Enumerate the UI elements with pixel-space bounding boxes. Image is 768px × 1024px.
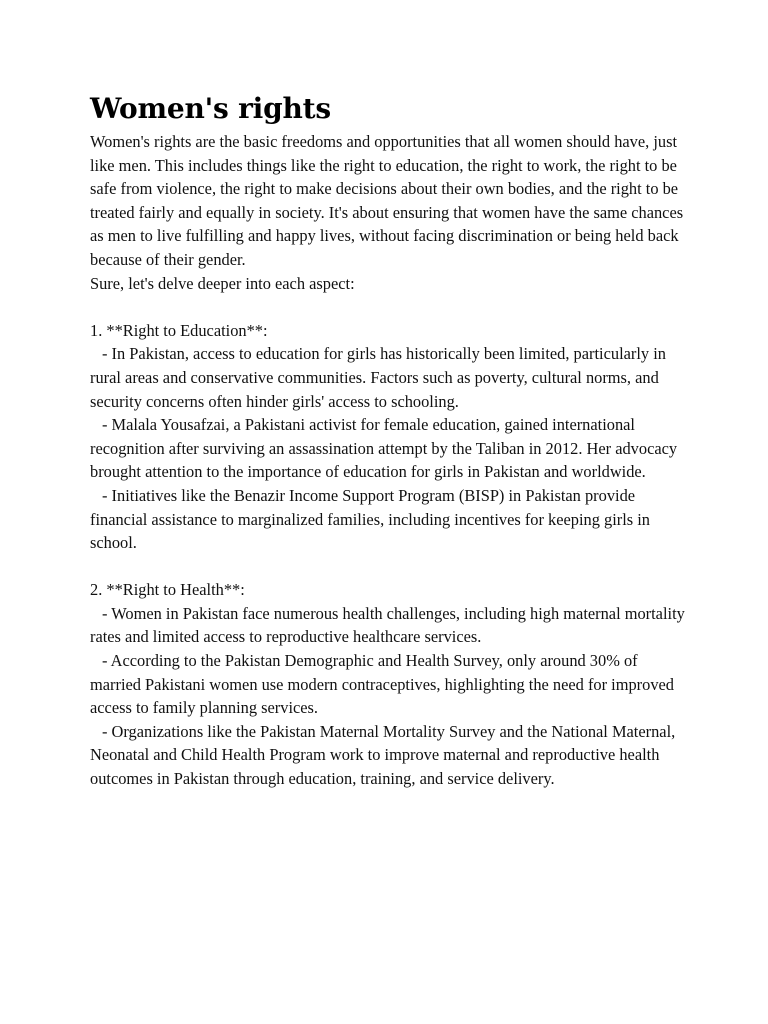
section-right-to-education xyxy=(90,319,690,555)
section-right-to-health xyxy=(90,578,690,790)
bullet-item: - Women in Pakistan face numerous health challenges, including high maternal mortality rates and limited access to reproductive healthcare services. xyxy=(90,603,685,647)
intro-paragraph: Women's rights are the basic freedoms and opportunities that all women should have, just like men. This includes things like the right to education, the right to work, the right to be safe from violence, the right to make decisions about their own bodies, and the right to be treated fairly and equally in society. It's about ensuring that women have the same chances as men to live fulfilling and happy lives, without facing discrimination or being held back because of their gender. xyxy=(90,132,684,269)
bullet-item: - In Pakistan, access to education for girls has historically been limited, particularly in rural areas and conservative communities. Factors such as poverty, cultural norms, and security concerns often hinder girls' access to schooling. xyxy=(90,344,666,411)
section-heading: 1. **Right to Education**: xyxy=(90,320,268,340)
page-title: Women's rights xyxy=(90,92,331,125)
section-heading: 2. **Right to Health**: xyxy=(90,580,245,600)
bullet-item: - Organizations like the Pakistan Maternal Mortality Survey and the National Maternal, Neonatal and Child Health Program work to improve maternal and reproductive health outcomes in Pakistan through education, training, and service delivery. xyxy=(90,721,676,789)
lead-in-text: Sure, let's delve deeper into each aspect: xyxy=(90,273,355,293)
document-body xyxy=(90,130,690,791)
document-page xyxy=(90,88,690,791)
bullet-item: - According to the Pakistan Demographic and Health Survey, only around 30% of married Pakistani women use modern contraceptives, highlighting the need for improved access to family planning services. xyxy=(90,651,674,718)
spacer xyxy=(90,295,690,319)
bullet-item: - Malala Yousafzai, a Pakistani activist for female education, gained international recognition after surviving an assassination attempt by the Taliban in 2012. Her advocacy brought attention to the importance of education for girls in Pakistan and worldwide. xyxy=(90,415,678,482)
spacer xyxy=(90,555,690,579)
bullet-item: - Initiatives like the Benazir Income Support Program (BISP) in Pakistan provide financial assistance to marginalized families, including incentives for keeping girls in school. xyxy=(90,485,651,553)
